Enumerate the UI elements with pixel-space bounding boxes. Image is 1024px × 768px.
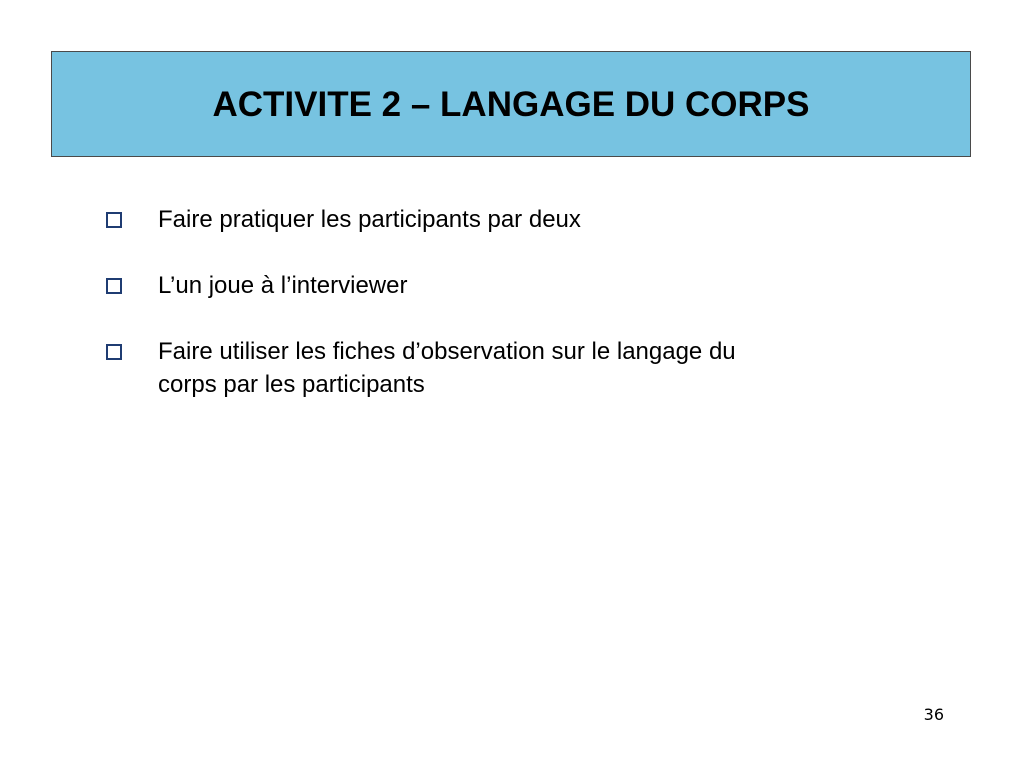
bullet-item	[104, 203, 804, 236]
bullet-text: L’un joue à l’interviewer	[158, 272, 408, 299]
slide-title: ACTIVITE 2 – LANGAGE DU CORPS	[212, 85, 810, 124]
bullet-list	[104, 203, 804, 401]
title-banner	[51, 51, 971, 157]
hollow-square-bullet-icon	[106, 278, 122, 294]
hollow-square-bullet-icon	[106, 212, 122, 228]
bullet-item	[104, 269, 804, 302]
page-number: 36	[923, 705, 944, 724]
bullet-text: Faire pratiquer les participants par deux	[158, 206, 581, 233]
bullet-item	[104, 335, 804, 401]
hollow-square-bullet-icon	[106, 344, 122, 360]
bullet-text: Faire utiliser les fiches d’observation sur le langage du corps par les participants	[158, 338, 736, 398]
